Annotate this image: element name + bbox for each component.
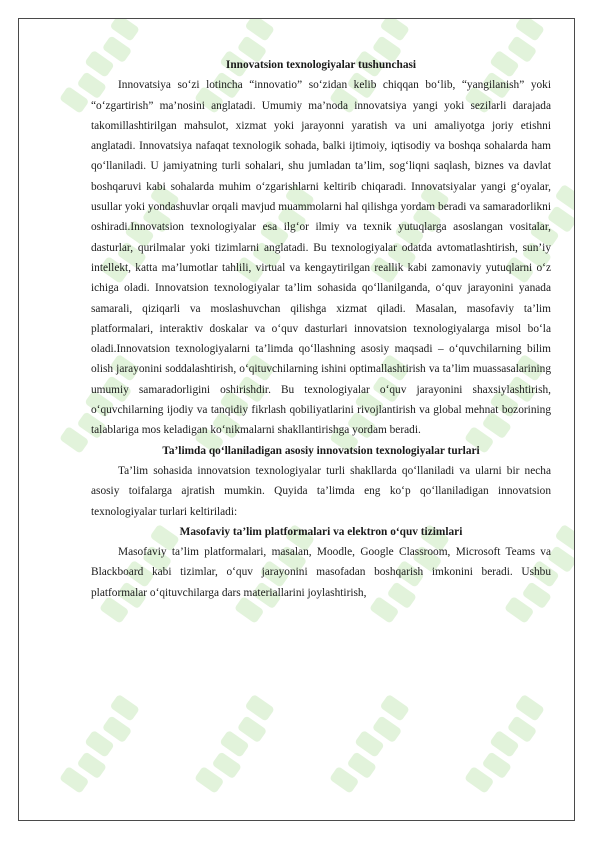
section-paragraph: Ta’lim sohasida innovatsion texnologiyalar turli shakllarda qo‘llaniladi va ularni bir necha asosiy toifalarga ajratish mumkin. Quyida ta’limda eng ko‘p qo‘llaniladigan innovatsion texnologiyalar turlari keltiriladi: [91, 464, 551, 518]
document-body [91, 55, 551, 603]
watermark-mark [194, 694, 280, 798]
subsection-paragraph: Masofaviy ta’lim platformalari, masalan, Moodle, Google Classroom, Microsoft Teams va Blackboard kabi tizimlar, o‘quv jarayonini masofadan boshqarish imkonini beradi. Ushbu platformalar o‘qituvchilarga dars materiallarini joylashtirish, [91, 546, 551, 599]
section-heading: Ta’limda qo‘llaniladigan asosiy innovatsion texnologiyalar turlari [162, 444, 480, 457]
intro-paragraph: Innovatsiya so‘zi lotincha “innovatio” so‘zidan kelib chiqqan bo‘lib, “yangilanish” yoki “o‘zgartirish” ma’nosini anglatadi. Umumiy ma’noda innovatsiya yangi yoki sezilarli darajada takomillashtirilgan mahsulot, xizmat yoki jarayonni yaratish va uni amaliyotga joriy etishni anglatadi. Innovatsiya nafaqat texnologik sohada, balki ijtimoiy, iqtisodiy va boshqa sohalarda ham qo‘llaniladi. U jamiyatning turli sohalari, shu jumladan ta’lim, sog‘liqni saqlash, biznes va davlat boshqaruvi kabi sohalarda muhim o‘zgarishlarni keltirib chiqaradi. Innovatsiyalar yangi g‘oyalar, usullar yoki yondashuvlar orqali mavjud muammolarni hal qilishga yordam beradi va samaradorlikni oshiradi.Innovatsion texnologiyalar esa ilg‘or ilmiy va texnik yutuqlarga asoslangan vositalar, dasturlar, qurilmalar yoki tizimlarni anglatadi. Bu texnologiyalar odatda avtomatlashtirish, sun’iy intellekt, katta ma’lumotlar tahlili, virtual va kengaytirilgan reallik kabi zamonaviy yutuqlarni o‘z ichiga oladi. Innovatsion texnologiyalar ta’lim sohasida qo‘llanilganda, o‘quv jarayonini yanada samarali, qiziqarli va moslashuvchan qilishga xizmat qiladi. Masalan, masofaviy ta’lim platformalari, interaktiv doskalar va o‘quv dasturlari innovatsion texnologiyalarga misol bo‘la oladi.Innovatsion texnologiyalarni ta’limda qo‘llashning asosiy maqsadi – o‘quvchilarning bilim olish jarayonini soddalashtirish, o‘qituvchilarning ishini optimallashtirish va ta’lim muassasalarining umumiy samaradorligini oshirishdir. Bu texnologiyalar o‘quv jarayonini shaxsiylashtirish, o‘quvchilarning ijodiy va tanqidiy fikrlash qobiliyatlarini rivojlantirish va global mehnat bozorining talablariga mos keladigan ko‘nikmalarni shakllantirishga yordam beradi. [91, 79, 551, 437]
document-page [18, 18, 575, 821]
watermark-mark [59, 694, 145, 798]
document-title: Innovatsion texnologiyalar tushunchasi [225, 59, 417, 71]
watermark-mark [329, 694, 415, 798]
subsection-heading: Masofaviy ta’lim platformalari va elektron o‘quv tizimlari [179, 525, 463, 538]
watermark-mark [464, 694, 550, 798]
